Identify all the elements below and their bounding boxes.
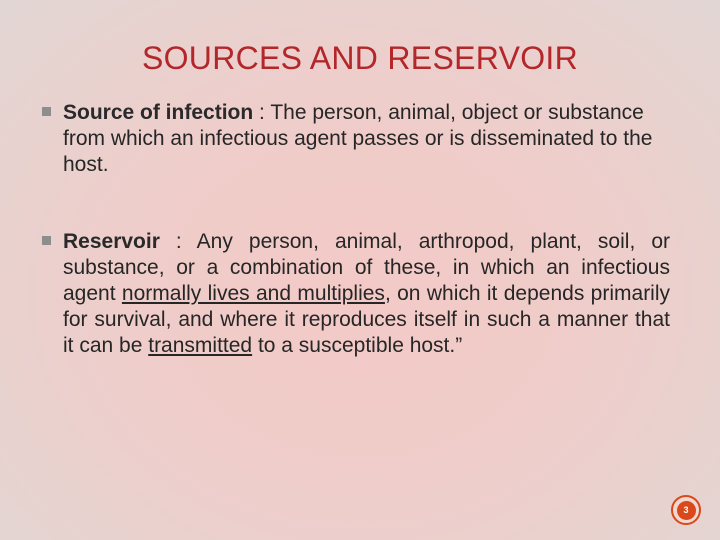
- bullet-text: [63, 229, 670, 359]
- bullet-text: [63, 100, 670, 178]
- definition-text-part-3: to a susceptible host.”: [252, 334, 463, 357]
- term-source-of-infection: Source of infection: [63, 101, 254, 124]
- page-number: 3: [677, 501, 696, 520]
- bullet-source-of-infection: [42, 100, 670, 178]
- square-bullet-icon: [42, 236, 51, 245]
- term-reservoir: Reservoir: [63, 230, 160, 253]
- separator: :: [159, 230, 197, 253]
- bullet-reservoir: [42, 229, 670, 359]
- definition-text: The person, animal, object or substance from which an infectious agent passes or is disseminated to the host.: [63, 101, 653, 176]
- underlined-phrase-lives-multiplies: normally lives and multiplies: [121, 282, 385, 305]
- definition-text-part-1: Any person, animal, arthropod, plant, soil, or substance, or a combination of these, in which an infectious agent: [63, 230, 670, 305]
- definition-text-part-2: , on which it depends primarily for survival, and where it reproduces itself in such a manner that it can be: [63, 282, 671, 357]
- slide-title: SOURCES AND RESERVOIR: [141, 40, 579, 76]
- square-bullet-icon: [42, 107, 51, 116]
- underlined-word-transmitted: transmitted: [148, 334, 253, 357]
- separator: :: [253, 101, 271, 124]
- page-number-badge: [671, 495, 701, 525]
